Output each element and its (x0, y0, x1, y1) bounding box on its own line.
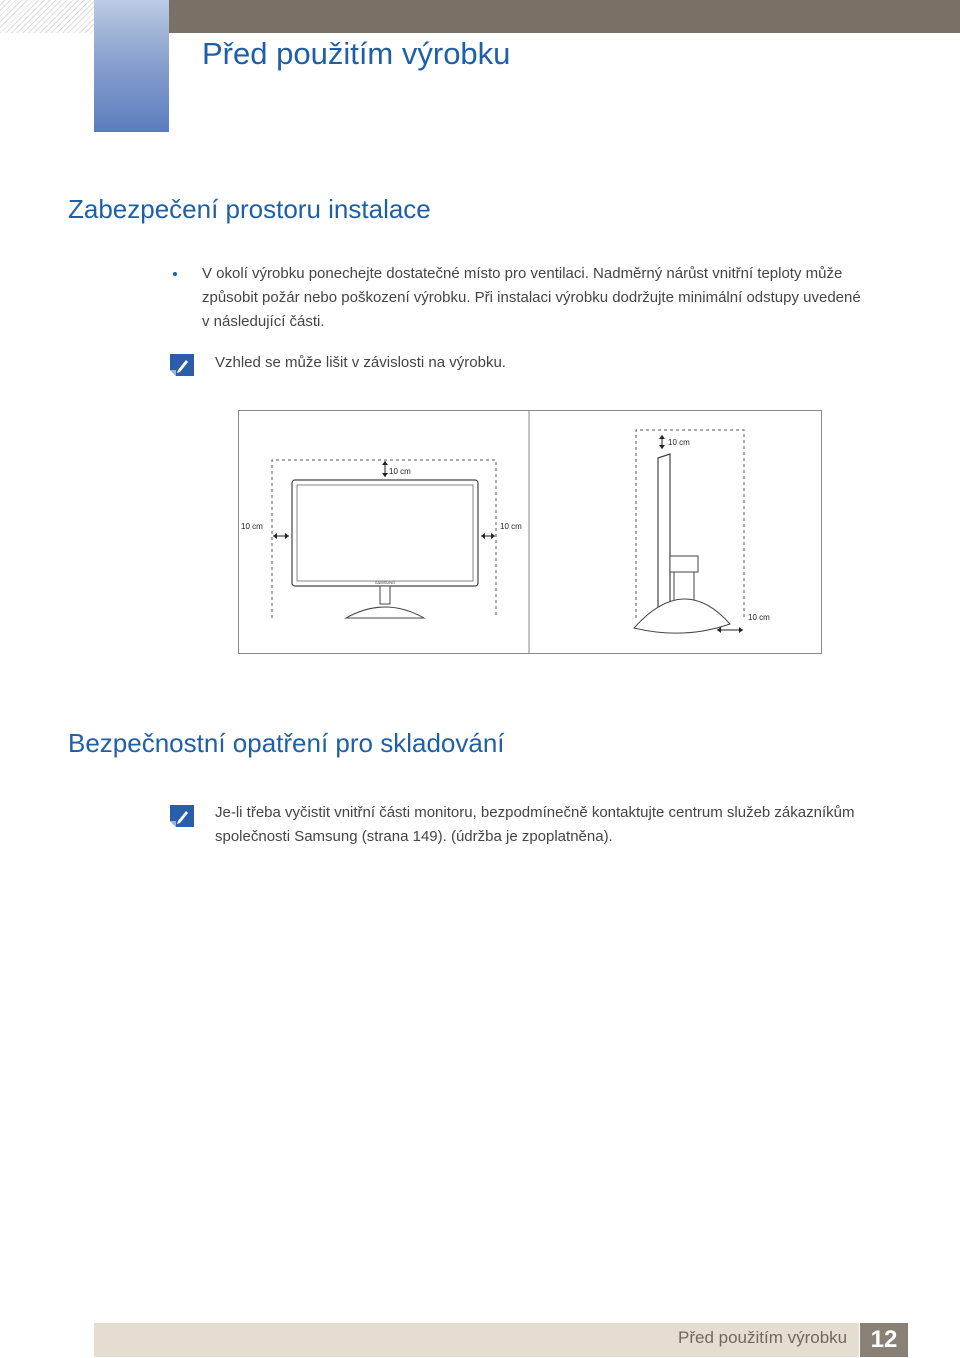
side-top-label: 10 cm (668, 438, 690, 447)
page-number: 12 (860, 1323, 908, 1357)
side-back-label: 10 cm (748, 613, 770, 622)
note-line: Je-li třeba vyčistit vnitřní části monitoru, bezpodmínečně kontaktujte centrum služeb zákazníkům (215, 804, 855, 821)
note-text: Vzhled se může lišit v závislosti na výrobku. (215, 354, 506, 371)
footer-title: Před použitím výrobku (678, 1328, 848, 1347)
note-icon (170, 805, 194, 827)
stand-hinge (670, 556, 698, 572)
monitor-neck (380, 586, 390, 604)
bullet-line: V okolí výrobku ponechejte dostatečné místo pro ventilaci. Nadměrný nárůst vnitřní teploty může (202, 265, 843, 282)
header-hatch (0, 0, 94, 33)
header-tab (94, 0, 169, 132)
front-right-label: 10 cm (500, 522, 522, 531)
clearance-figure (238, 410, 822, 654)
section-title-installation: Zabezpečení prostoru instalace (68, 194, 431, 224)
monitor-screen (297, 485, 473, 581)
bullet-line: způsobit požár nebo poškození výrobku. Při instalaci výrobku dodržujte minimální odstupy uvedené (202, 289, 861, 306)
storage-note-text (215, 801, 854, 849)
bullet-icon (173, 272, 177, 276)
front-top-label: 10 cm (389, 467, 411, 476)
header-bar (169, 0, 960, 33)
brand-label: SAMSUNG (374, 580, 396, 585)
section-title-storage: Bezpečnostní opatření pro skladování (68, 728, 505, 758)
note-line: společnosti Samsung (strana 149). (údržba je zpoplatněna). (215, 828, 613, 845)
front-left-label: 10 cm (241, 522, 263, 531)
bullet-text (202, 262, 861, 334)
note-icon (170, 354, 194, 376)
page-title: Před použitím výrobku (202, 36, 511, 71)
bullet-line: v následující části. (202, 313, 325, 330)
